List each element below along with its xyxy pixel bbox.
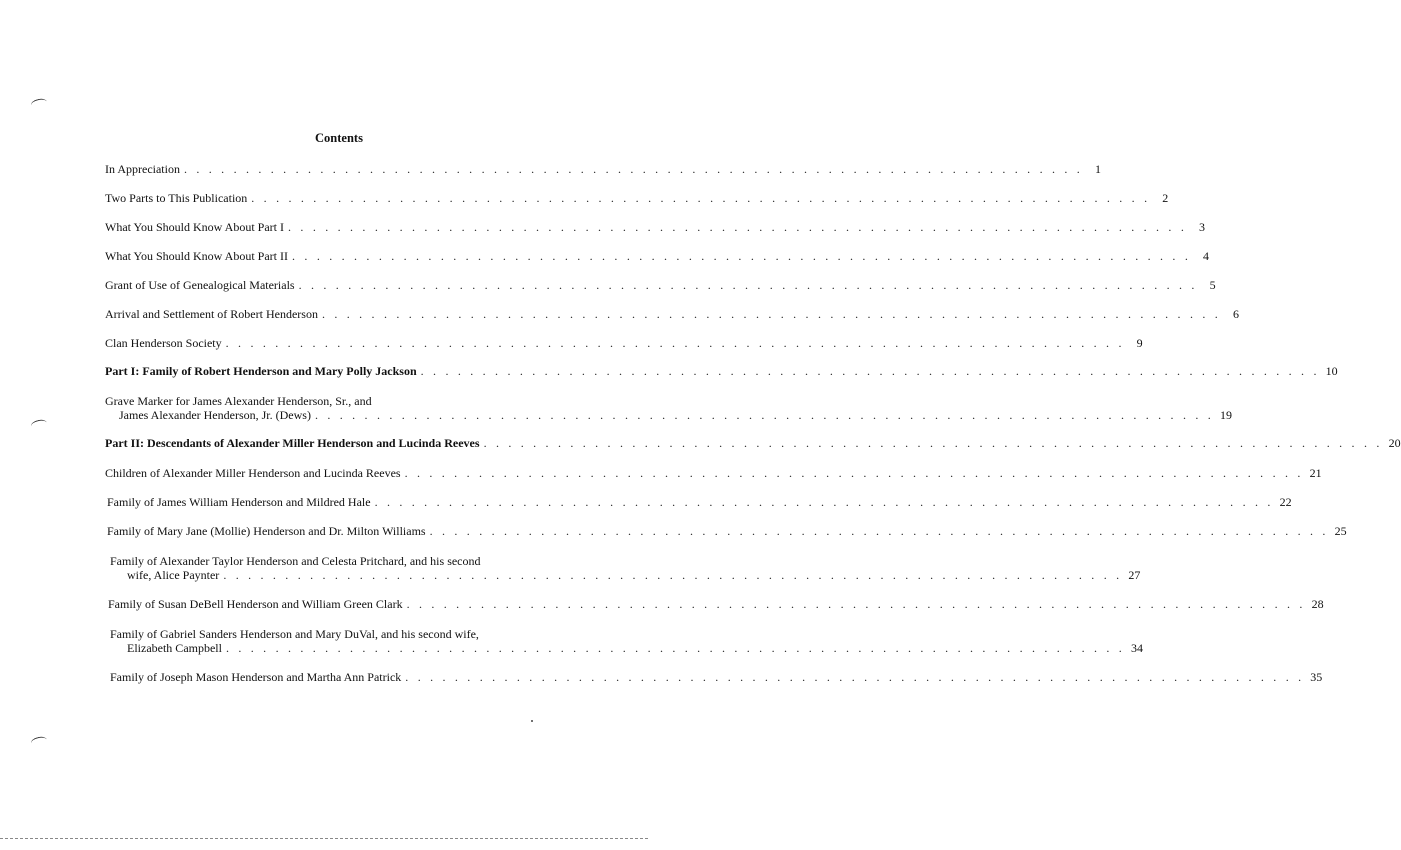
toc-page-number: 10 xyxy=(1325,364,1338,378)
toc-page-number: 3 xyxy=(1199,220,1206,234)
toc-page-number: 9 xyxy=(1136,336,1143,350)
dot-leader: . . . . . . . . . . . . . . . . . . . . . . . . . . . . . . . . . . . . . . . . . . . . . . . . . . . . . . . . . . . . . . . . . . . . . . . . . xyxy=(374,495,1274,509)
toc-entry-title-continued: James Alexander Henderson, Jr. (Dews) xyxy=(119,408,311,422)
page-title: Contents xyxy=(315,131,363,145)
dot-leader: . . . . . . . . . . . . . . . . . . . . . . . . . . . . . . . . . . . . . . . . . . . . . . . . . . . . . . . . . . . . . . . . . . . . . . . . . xyxy=(223,568,1123,582)
dot-leader: . . . . . . . . . . . . . . . . . . . . . . . . . . . . . . . . . . . . . . . . . . . . . . . . . . . . . . . . . . . . . . . . . . . . . . . . . xyxy=(225,336,1125,350)
toc-page-number: 21 xyxy=(1309,466,1322,480)
toc-page-number: 4 xyxy=(1203,249,1210,263)
dot-leader: . . . . . . . . . . . . . . . . . . . . . . . . . . . . . . . . . . . . . . . . . . . . . . . . . . . . . . . . . . . . . . . . . . . . . . . . . xyxy=(251,191,1151,205)
toc-entry-title: Family of Joseph Mason Henderson and Martha Ann Patrick xyxy=(110,670,402,684)
toc-entry-grant-of-use xyxy=(105,278,1216,292)
toc-entry-part-ii xyxy=(105,436,1401,450)
toc-entry-title: Grave Marker for James Alexander Henderson, Sr., and xyxy=(105,394,372,408)
scan-speck xyxy=(531,720,533,722)
toc-page-number: 1 xyxy=(1094,162,1101,176)
hole-punch-mark-bottom xyxy=(30,735,48,747)
dot-leader: . . . . . . . . . . . . . . . . . . . . . . . . . . . . . . . . . . . . . . . . . . . . . . . . . . . . . . . . . . . . . . . . . . . . . . . . . xyxy=(321,307,1221,321)
toc-entry-title: Part II: Descendants of Alexander Miller Henderson and Lucinda Reeves xyxy=(105,436,480,450)
toc-entry-family-mjh xyxy=(107,524,1347,538)
toc-entry-arrival-settlement xyxy=(105,307,1239,321)
dot-leader: . . . . . . . . . . . . . . . . . . . . . . . . . . . . . . . . . . . . . . . . . . . . . . . . . . . . . . . . . . . . . . . . . . . . . . . . . xyxy=(420,364,1320,378)
toc-entry-title: Family of Mary Jane (Mollie) Henderson and Dr. Milton Williams xyxy=(107,524,426,538)
toc-entry-title: Grant of Use of Genealogical Materials xyxy=(105,278,295,292)
toc-entry-title: Family of Susan DeBell Henderson and William Green Clark xyxy=(108,597,403,611)
dot-leader: . . . . . . . . . . . . . . . . . . . . . . . . . . . . . . . . . . . . . . . . . . . . . . . . . . . . . . . . . . . . . . . . . . . . . . . . . xyxy=(483,436,1383,450)
toc-entry-family-ath xyxy=(110,554,1141,582)
toc-page-number: 2 xyxy=(1162,191,1169,205)
toc-entry-family-jmh xyxy=(110,670,1323,684)
dot-leader: . . . . . . . . . . . . . . . . . . . . . . . . . . . . . . . . . . . . . . . . . . . . . . . . . . . . . . . . . . . . . . . . . . . . . . . . . xyxy=(183,162,1083,176)
toc-entry-title-continued: Elizabeth Campbell xyxy=(127,641,222,655)
toc-entry-title: Children of Alexander Miller Henderson and Lucinda Reeves xyxy=(105,466,401,480)
toc-entry-title: Two Parts to This Publication xyxy=(105,191,248,205)
toc-page-number: 22 xyxy=(1279,495,1292,509)
toc-entry-know-part-i xyxy=(105,220,1206,234)
toc-page-number: 19 xyxy=(1219,408,1232,422)
dot-leader: . . . . . . . . . . . . . . . . . . . . . . . . . . . . . . . . . . . . . . . . . . . . . . . . . . . . . . . . . . . . . . . . . . . . . . . . . xyxy=(406,597,1306,611)
toc-entry-title: Arrival and Settlement of Robert Henderson xyxy=(105,307,318,321)
toc-entry-family-jwh xyxy=(107,495,1292,509)
toc-entry-title: In Appreciation xyxy=(105,162,180,176)
dot-leader: . . . . . . . . . . . . . . . . . . . . . . . . . . . . . . . . . . . . . . . . . . . . . . . . . . . . . . . . . . . . . . . . . . . . . . . . . xyxy=(288,220,1188,234)
dot-leader: . . . . . . . . . . . . . . . . . . . . . . . . . . . . . . . . . . . . . . . . . . . . . . . . . . . . . . . . . . . . . . . . . . . . . . . . . xyxy=(429,524,1329,538)
toc-entry-part-i xyxy=(105,364,1338,378)
toc-entry-children-amh xyxy=(105,466,1322,480)
toc-entry-grave-marker xyxy=(105,394,1232,422)
dot-leader: . . . . . . . . . . . . . . . . . . . . . . . . . . . . . . . . . . . . . . . . . . . . . . . . . . . . . . . . . . . . . . . . . . . . . . . . . xyxy=(292,249,1192,263)
toc-entry-title: What You Should Know About Part II xyxy=(105,249,289,263)
scan-edge-line xyxy=(0,838,648,839)
toc-entry-family-gsh xyxy=(110,627,1143,655)
toc-entry-clan-henderson xyxy=(105,336,1143,350)
toc-entry-title: Family of Gabriel Sanders Henderson and Mary DuVal, and his second wife, xyxy=(110,627,479,641)
toc-page-number: 6 xyxy=(1232,307,1239,321)
toc-entry-in-appreciation xyxy=(105,162,1101,176)
toc-entry-know-part-ii xyxy=(105,249,1210,263)
dot-leader: . . . . . . . . . . . . . . . . . . . . . . . . . . . . . . . . . . . . . . . . . . . . . . . . . . . . . . . . . . . . . . . . . . . . . . . . . xyxy=(404,466,1304,480)
toc-entry-two-parts xyxy=(105,191,1169,205)
toc-entry-family-sdh xyxy=(108,597,1324,611)
dot-leader: . . . . . . . . . . . . . . . . . . . . . . . . . . . . . . . . . . . . . . . . . . . . . . . . . . . . . . . . . . . . . . . . . . . . . . . . . xyxy=(298,278,1198,292)
toc-page-number: 5 xyxy=(1209,278,1216,292)
toc-page-number: 35 xyxy=(1310,670,1323,684)
toc-page-number: 27 xyxy=(1128,568,1141,582)
toc-entry-title: Family of James William Henderson and Mildred Hale xyxy=(107,495,371,509)
toc-page-number: 34 xyxy=(1130,641,1143,655)
dot-leader: . . . . . . . . . . . . . . . . . . . . . . . . . . . . . . . . . . . . . . . . . . . . . . . . . . . . . . . . . . . . . . . . . . . . . . . . . xyxy=(314,408,1214,422)
toc-page-number: 28 xyxy=(1311,597,1324,611)
toc-entry-title: What You Should Know About Part I xyxy=(105,220,285,234)
hole-punch-mark-top xyxy=(30,97,48,109)
toc-entry-title-continued: wife, Alice Paynter xyxy=(127,568,220,582)
toc-entry-title: Part I: Family of Robert Henderson and Mary Polly Jackson xyxy=(105,364,417,378)
toc-page-number: 25 xyxy=(1334,524,1347,538)
toc-entry-title: Family of Alexander Taylor Henderson and Celesta Pritchard, and his second xyxy=(110,554,481,568)
dot-leader: . . . . . . . . . . . . . . . . . . . . . . . . . . . . . . . . . . . . . . . . . . . . . . . . . . . . . . . . . . . . . . . . . . . . . . . . . xyxy=(225,641,1125,655)
toc-page-number: 20 xyxy=(1388,436,1401,450)
dot-leader: . . . . . . . . . . . . . . . . . . . . . . . . . . . . . . . . . . . . . . . . . . . . . . . . . . . . . . . . . . . . . . . . . . . . . . . . . xyxy=(405,670,1305,684)
toc-entry-title: Clan Henderson Society xyxy=(105,336,222,350)
hole-punch-mark-middle xyxy=(30,418,48,430)
